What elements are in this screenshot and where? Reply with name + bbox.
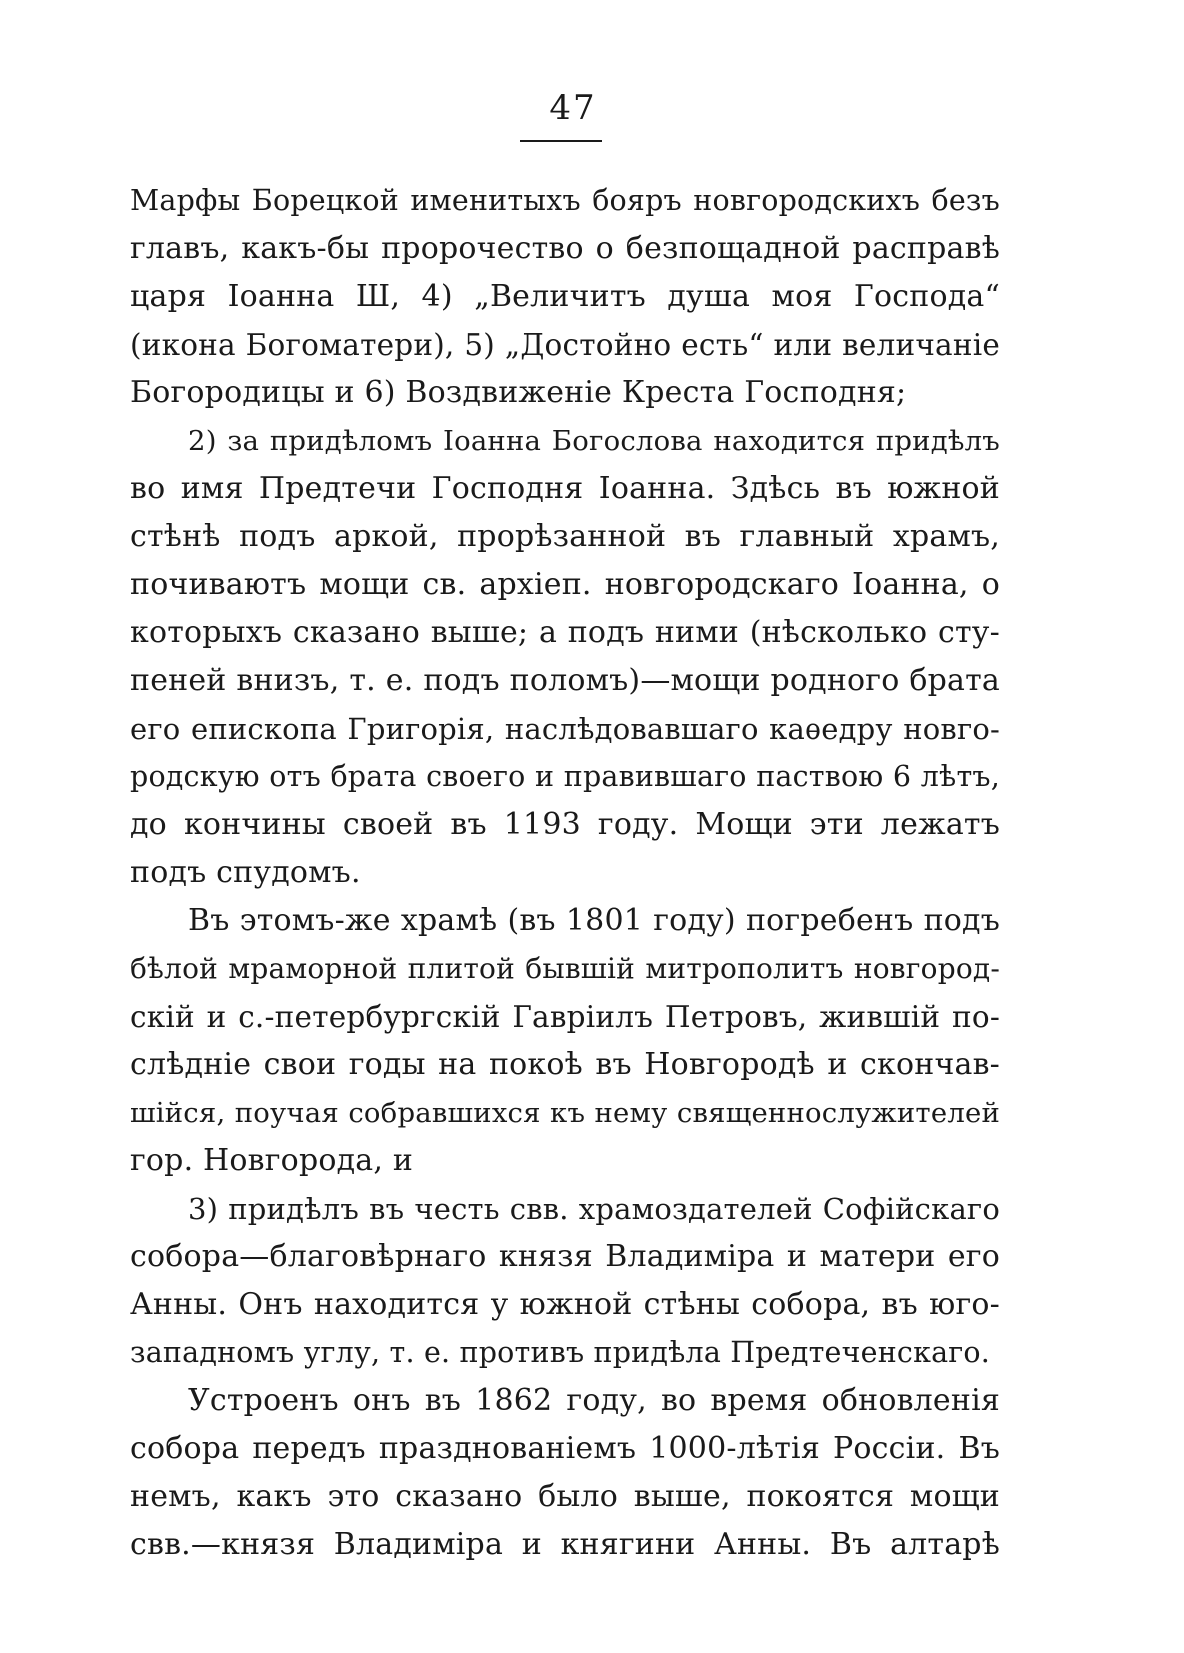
text-line: шійся, поучая собравшихся къ нему священнослужителей	[130, 1097, 1000, 1129]
body-text	[130, 177, 1000, 1569]
page-number: 47	[549, 88, 597, 128]
text-line: его епископа Григорія, наслѣдовавшаго каѳедру новго-	[130, 712, 1000, 746]
text-line: Въ этомъ-же храмѣ (въ 1801 году) погребенъ подъ	[188, 903, 1000, 938]
text-line: Устроенъ онъ въ 1862 году, во время обновленія	[188, 1383, 1000, 1418]
text-line: Анны. Онъ находится у южной стѣны собора, въ юго-	[130, 1287, 1000, 1322]
text-line: немъ, какъ это сказано было выше, покоятся мощи	[130, 1479, 1000, 1514]
text-line: 3) придѣлъ въ честь свв. храмоздателей Софійскаго	[188, 1192, 1000, 1226]
text-line: царя Іоанна Ш, 4) „Величитъ душа моя Господа“	[130, 279, 1000, 314]
text-line: во имя Предтечи Господня Іоанна. Здѣсь въ южной	[130, 471, 1000, 506]
text-line: стѣнѣ подъ аркой, прорѣзанной въ главный храмъ,	[130, 519, 1000, 554]
text-line: Богородицы и 6) Воздвиженіе Креста Господня;	[130, 375, 907, 410]
text-line: Марфы Борецкой именитыхъ бояръ новгородскихъ безъ	[130, 184, 1000, 217]
text-line: почиваютъ мощи св. архіеп. новгородскаго Іоанна, о	[130, 567, 1000, 602]
page-number-rule	[520, 140, 602, 142]
text-line: главъ, какъ-бы пророчество о безпощадной расправѣ	[130, 231, 1000, 266]
text-line: до кончины своей въ 1193 году. Мощи эти лежатъ	[130, 807, 1000, 842]
text-line: слѣдніе свои годы на покоѣ въ Новгородѣ и скончав-	[130, 1047, 1000, 1082]
text-line: собора—благовѣрнаго князя Владиміра и матери его	[130, 1239, 1000, 1274]
text-line: скій и с.-петербургскій Гавріилъ Петровъ, жившій по-	[130, 1000, 1000, 1034]
text-line: 2) за придѣломъ Іоанна Богослова находится придѣлъ	[188, 425, 1000, 457]
text-line: собора передъ празднованіемъ 1000-лѣтія Россіи. Въ	[130, 1431, 1000, 1466]
text-line: подъ спудомъ.	[130, 855, 361, 890]
text-line: бѣлой мраморной плитой бывшій митрополитъ новгород-	[130, 952, 1000, 985]
text-line: (икона Богоматери), 5) „Достойно есть“ или величаніе	[130, 328, 1000, 362]
text-line: гор. Новгорода, и	[130, 1143, 414, 1178]
text-line: родскую отъ брата своего и правившаго паствою 6 лѣтъ,	[130, 760, 1000, 793]
text-line: пеней внизъ, т. е. подъ поломъ)—мощи родного брата	[130, 663, 1000, 698]
text-line: которыхъ сказано выше; а подъ ними (нѣсколько сту-	[130, 615, 1000, 650]
text-line: западномъ углу, т. е. противъ придѣла Предтеченскаго.	[130, 1336, 991, 1369]
text-line: свв.—князя Владиміра и княгини Анны. Въ алтарѣ	[130, 1527, 1000, 1562]
